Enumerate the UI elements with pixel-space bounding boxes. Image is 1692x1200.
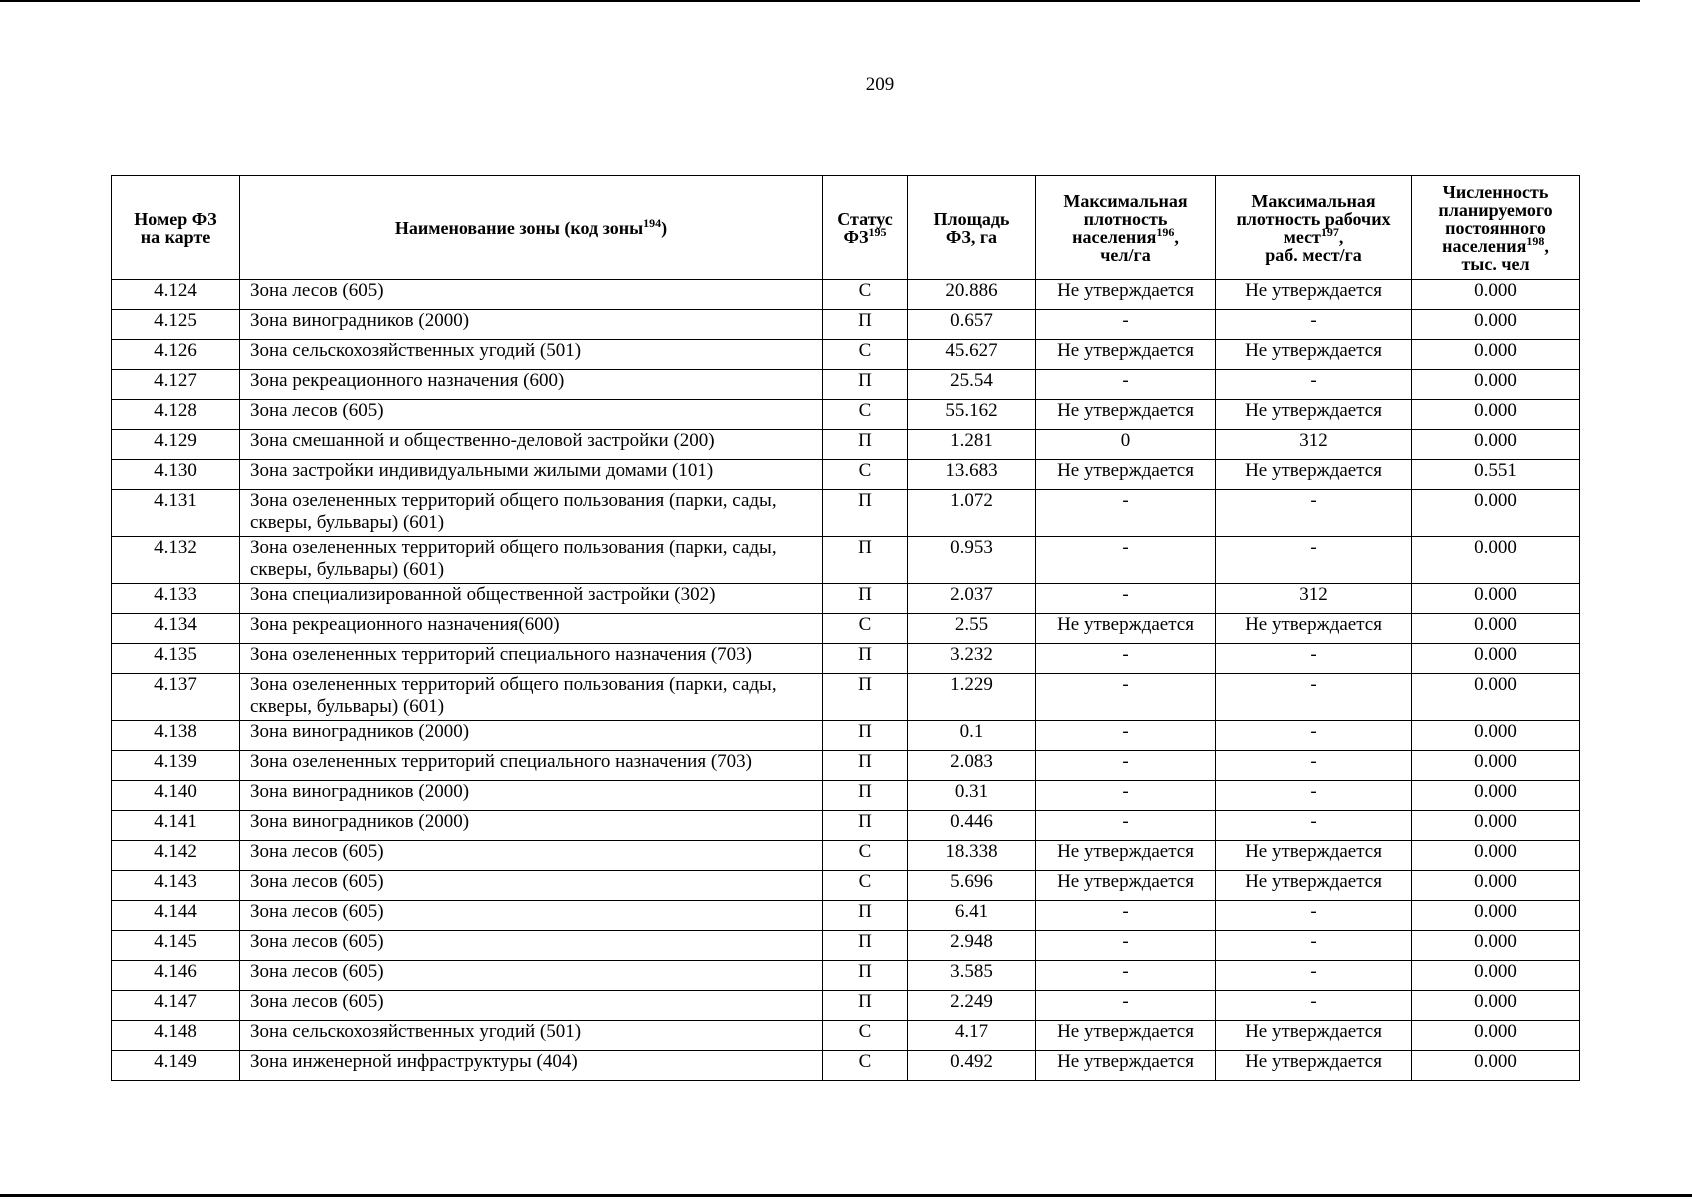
cell-zone-number: 4.125 <box>112 310 240 340</box>
cell-population: 0.000 <box>1412 340 1580 370</box>
cell-zone-name: Зона виноградников (2000) <box>240 310 823 340</box>
table-row <box>112 537 1580 584</box>
cell-population: 0.000 <box>1412 721 1580 751</box>
table-row <box>112 430 1580 460</box>
cell-zone-number: 4.134 <box>112 614 240 644</box>
cell-zone-number: 4.144 <box>112 901 240 931</box>
cell-zone-area: 3.232 <box>908 644 1036 674</box>
cell-job-density: Не утверждается <box>1216 1051 1412 1081</box>
table-row <box>112 1021 1580 1051</box>
cell-population: 0.000 <box>1412 931 1580 961</box>
cell-zone-status: С <box>823 340 908 370</box>
cell-population: 0.000 <box>1412 614 1580 644</box>
zones-table <box>111 175 1580 1081</box>
cell-job-density: - <box>1216 961 1412 991</box>
cell-pop-density: - <box>1036 961 1216 991</box>
cell-job-density: - <box>1216 811 1412 841</box>
cell-zone-status: С <box>823 841 908 871</box>
cell-job-density: Не утверждается <box>1216 400 1412 430</box>
cell-zone-number: 4.146 <box>112 961 240 991</box>
cell-population: 0.000 <box>1412 1021 1580 1051</box>
cell-zone-number: 4.126 <box>112 340 240 370</box>
cell-population: 0.000 <box>1412 584 1580 614</box>
cell-zone-status: П <box>823 644 908 674</box>
cell-zone-number: 4.133 <box>112 584 240 614</box>
cell-zone-name: Зона рекреационного назначения(600) <box>240 614 823 644</box>
table-row <box>112 871 1580 901</box>
cell-zone-area: 2.55 <box>908 614 1036 644</box>
cell-zone-number: 4.149 <box>112 1051 240 1081</box>
table-row <box>112 400 1580 430</box>
cell-zone-area: 45.627 <box>908 340 1036 370</box>
table-row <box>112 841 1580 871</box>
cell-zone-status: П <box>823 721 908 751</box>
cell-zone-status: С <box>823 614 908 644</box>
cell-zone-area: 6.41 <box>908 901 1036 931</box>
cell-pop-density: - <box>1036 931 1216 961</box>
cell-zone-area: 0.31 <box>908 781 1036 811</box>
cell-zone-number: 4.140 <box>112 781 240 811</box>
cell-zone-area: 20.886 <box>908 280 1036 310</box>
cell-population: 0.000 <box>1412 841 1580 871</box>
cell-job-density: 312 <box>1216 584 1412 614</box>
cell-zone-area: 1.229 <box>908 674 1036 721</box>
cell-pop-density: Не утверждается <box>1036 400 1216 430</box>
cell-zone-area: 2.083 <box>908 751 1036 781</box>
header-zone-area: Площадь ФЗ, га <box>908 176 1036 280</box>
cell-zone-area: 2.037 <box>908 584 1036 614</box>
cell-zone-status: С <box>823 280 908 310</box>
table-header-row <box>112 176 1580 280</box>
cell-job-density: Не утверждается <box>1216 871 1412 901</box>
cell-job-density: Не утверждается <box>1216 841 1412 871</box>
cell-zone-status: С <box>823 1051 908 1081</box>
cell-population: 0.000 <box>1412 490 1580 537</box>
table-row <box>112 460 1580 490</box>
cell-zone-number: 4.143 <box>112 871 240 901</box>
cell-zone-number: 4.145 <box>112 931 240 961</box>
cell-job-density: 312 <box>1216 430 1412 460</box>
cell-zone-number: 4.147 <box>112 991 240 1021</box>
cell-job-density: - <box>1216 310 1412 340</box>
table-row <box>112 584 1580 614</box>
cell-zone-area: 0.657 <box>908 310 1036 340</box>
cell-population: 0.000 <box>1412 674 1580 721</box>
cell-population: 0.000 <box>1412 961 1580 991</box>
cell-zone-area: 0.953 <box>908 537 1036 584</box>
cell-zone-name: Зона озелененных территорий общего пользования (парки, сады, скверы, бульвары) (601) <box>240 490 823 537</box>
cell-zone-number: 4.131 <box>112 490 240 537</box>
header-max-job-density: Максимальная плотность рабочих мест$^{197}$, раб. мест/га <box>1216 176 1412 280</box>
cell-zone-status: П <box>823 430 908 460</box>
cell-zone-name: Зона виноградников (2000) <box>240 811 823 841</box>
cell-pop-density: - <box>1036 490 1216 537</box>
cell-zone-name: Зона лесов (605) <box>240 901 823 931</box>
cell-population: 0.000 <box>1412 537 1580 584</box>
cell-job-density: - <box>1216 721 1412 751</box>
table-row <box>112 961 1580 991</box>
table-row <box>112 340 1580 370</box>
table-row <box>112 644 1580 674</box>
cell-population: 0.000 <box>1412 430 1580 460</box>
cell-zone-number: 4.130 <box>112 460 240 490</box>
cell-pop-density: Не утверждается <box>1036 614 1216 644</box>
cell-zone-status: С <box>823 1021 908 1051</box>
cell-zone-name: Зона инженерной инфраструктуры (404) <box>240 1051 823 1081</box>
header-max-population-density: Максимальная плотность населения$^{196}$, чел/га <box>1036 176 1216 280</box>
cell-pop-density: Не утверждается <box>1036 841 1216 871</box>
header-zone-status: Статус ФЗ$^{195}$ <box>823 176 908 280</box>
cell-population: 0.000 <box>1412 370 1580 400</box>
cell-zone-area: 13.683 <box>908 460 1036 490</box>
page-top-edge <box>0 0 1640 2</box>
cell-zone-number: 4.138 <box>112 721 240 751</box>
table-row <box>112 490 1580 537</box>
cell-zone-name: Зона лесов (605) <box>240 400 823 430</box>
table-row <box>112 991 1580 1021</box>
cell-job-density: Не утверждается <box>1216 280 1412 310</box>
cell-zone-status: П <box>823 370 908 400</box>
cell-zone-number: 4.135 <box>112 644 240 674</box>
cell-population: 0.000 <box>1412 901 1580 931</box>
cell-zone-name: Зона озелененных территорий специального назначения (703) <box>240 751 823 781</box>
cell-job-density: - <box>1216 370 1412 400</box>
cell-zone-name: Зона озелененных территорий специального назначения (703) <box>240 644 823 674</box>
table-row <box>112 931 1580 961</box>
cell-job-density: - <box>1216 537 1412 584</box>
cell-zone-name: Зона смешанной и общественно-деловой застройки (200) <box>240 430 823 460</box>
cell-zone-name: Зона озелененных территорий общего пользования (парки, сады, скверы, бульвары) (601) <box>240 674 823 721</box>
cell-zone-name: Зона лесов (605) <box>240 931 823 961</box>
cell-zone-status: С <box>823 460 908 490</box>
cell-job-density: - <box>1216 991 1412 1021</box>
cell-job-density: Не утверждается <box>1216 460 1412 490</box>
cell-zone-status: С <box>823 871 908 901</box>
table-row <box>112 310 1580 340</box>
cell-zone-number: 4.139 <box>112 751 240 781</box>
cell-zone-status: П <box>823 751 908 781</box>
cell-zone-area: 0.1 <box>908 721 1036 751</box>
cell-zone-number: 4.132 <box>112 537 240 584</box>
cell-zone-status: П <box>823 584 908 614</box>
cell-population: 0.000 <box>1412 991 1580 1021</box>
header-zone-name: Наименование зоны (код зоны$^{194}$) <box>240 176 823 280</box>
cell-zone-name: Зона лесов (605) <box>240 280 823 310</box>
page-number: 209 <box>865 74 895 95</box>
cell-pop-density: - <box>1036 721 1216 751</box>
cell-pop-density: Не утверждается <box>1036 340 1216 370</box>
page-bottom-edge <box>0 1194 1692 1197</box>
cell-pop-density: - <box>1036 751 1216 781</box>
cell-pop-density: Не утверждается <box>1036 280 1216 310</box>
cell-job-density: Не утверждается <box>1216 614 1412 644</box>
cell-pop-density: - <box>1036 310 1216 340</box>
cell-zone-area: 5.696 <box>908 871 1036 901</box>
cell-job-density: - <box>1216 674 1412 721</box>
cell-zone-status: П <box>823 901 908 931</box>
cell-zone-status: П <box>823 310 908 340</box>
cell-population: 0.000 <box>1412 781 1580 811</box>
table-row <box>112 1051 1580 1081</box>
cell-population: 0.000 <box>1412 1051 1580 1081</box>
cell-zone-status: П <box>823 490 908 537</box>
header-zone-number: Номер ФЗ на карте <box>112 176 240 280</box>
cell-zone-name: Зона лесов (605) <box>240 841 823 871</box>
cell-pop-density: - <box>1036 991 1216 1021</box>
table-row <box>112 781 1580 811</box>
cell-zone-status: П <box>823 811 908 841</box>
cell-zone-name: Зона озелененных территорий общего пользования (парки, сады, скверы, бульвары) (601) <box>240 537 823 584</box>
cell-zone-name: Зона рекреационного назначения (600) <box>240 370 823 400</box>
cell-zone-area: 1.072 <box>908 490 1036 537</box>
cell-zone-number: 4.141 <box>112 811 240 841</box>
cell-zone-status: С <box>823 400 908 430</box>
cell-zone-area: 2.948 <box>908 931 1036 961</box>
cell-job-density: - <box>1216 644 1412 674</box>
cell-zone-area: 1.281 <box>908 430 1036 460</box>
cell-zone-area: 18.338 <box>908 841 1036 871</box>
table-row <box>112 901 1580 931</box>
cell-zone-name: Зона застройки индивидуальными жилыми домами (101) <box>240 460 823 490</box>
cell-zone-number: 4.128 <box>112 400 240 430</box>
cell-job-density: Не утверждается <box>1216 340 1412 370</box>
table-row <box>112 614 1580 644</box>
cell-zone-name: Зона виноградников (2000) <box>240 781 823 811</box>
cell-zone-status: П <box>823 961 908 991</box>
cell-zone-status: П <box>823 674 908 721</box>
cell-zone-area: 0.492 <box>908 1051 1036 1081</box>
cell-population: 0.000 <box>1412 400 1580 430</box>
cell-pop-density: - <box>1036 537 1216 584</box>
cell-zone-number: 4.129 <box>112 430 240 460</box>
table-row <box>112 674 1580 721</box>
cell-zone-name: Зона сельскохозяйственных угодий (501) <box>240 1021 823 1051</box>
cell-zone-name: Зона виноградников (2000) <box>240 721 823 751</box>
cell-pop-density: - <box>1036 644 1216 674</box>
table-row <box>112 751 1580 781</box>
cell-zone-status: П <box>823 931 908 961</box>
cell-zone-name: Зона лесов (605) <box>240 991 823 1021</box>
cell-zone-area: 3.585 <box>908 961 1036 991</box>
cell-zone-status: П <box>823 991 908 1021</box>
cell-job-density: - <box>1216 490 1412 537</box>
cell-zone-status: П <box>823 781 908 811</box>
header-planned-population: Численность планируемого постоянного населения$^{198}$, тыс. чел <box>1412 176 1580 280</box>
cell-zone-number: 4.124 <box>112 280 240 310</box>
cell-population: 0.000 <box>1412 280 1580 310</box>
cell-zone-name: Зона сельскохозяйственных угодий (501) <box>240 340 823 370</box>
table-row <box>112 280 1580 310</box>
cell-zone-name: Зона лесов (605) <box>240 871 823 901</box>
cell-job-density: - <box>1216 781 1412 811</box>
cell-zone-number: 4.148 <box>112 1021 240 1051</box>
cell-zone-number: 4.137 <box>112 674 240 721</box>
cell-pop-density: Не утверждается <box>1036 871 1216 901</box>
cell-pop-density: - <box>1036 370 1216 400</box>
cell-zone-name: Зона специализированной общественной застройки (302) <box>240 584 823 614</box>
cell-zone-number: 4.127 <box>112 370 240 400</box>
table-row <box>112 811 1580 841</box>
cell-population: 0.000 <box>1412 811 1580 841</box>
cell-population: 0.551 <box>1412 460 1580 490</box>
table-row <box>112 370 1580 400</box>
cell-pop-density: - <box>1036 781 1216 811</box>
cell-zone-status: П <box>823 537 908 584</box>
cell-population: 0.000 <box>1412 871 1580 901</box>
cell-pop-density: - <box>1036 674 1216 721</box>
cell-zone-area: 4.17 <box>908 1021 1036 1051</box>
table-row <box>112 721 1580 751</box>
cell-population: 0.000 <box>1412 751 1580 781</box>
cell-pop-density: 0 <box>1036 430 1216 460</box>
cell-job-density: Не утверждается <box>1216 1021 1412 1051</box>
cell-zone-area: 25.54 <box>908 370 1036 400</box>
cell-zone-area: 55.162 <box>908 400 1036 430</box>
cell-job-density: - <box>1216 751 1412 781</box>
cell-zone-area: 0.446 <box>908 811 1036 841</box>
cell-pop-density: - <box>1036 584 1216 614</box>
cell-zone-area: 2.249 <box>908 991 1036 1021</box>
cell-pop-density: Не утверждается <box>1036 1051 1216 1081</box>
cell-job-density: - <box>1216 901 1412 931</box>
cell-zone-number: 4.142 <box>112 841 240 871</box>
cell-population: 0.000 <box>1412 310 1580 340</box>
cell-zone-name: Зона лесов (605) <box>240 961 823 991</box>
cell-pop-density: Не утверждается <box>1036 1021 1216 1051</box>
cell-pop-density: Не утверждается <box>1036 460 1216 490</box>
cell-pop-density: - <box>1036 901 1216 931</box>
cell-job-density: - <box>1216 931 1412 961</box>
cell-pop-density: - <box>1036 811 1216 841</box>
cell-population: 0.000 <box>1412 644 1580 674</box>
